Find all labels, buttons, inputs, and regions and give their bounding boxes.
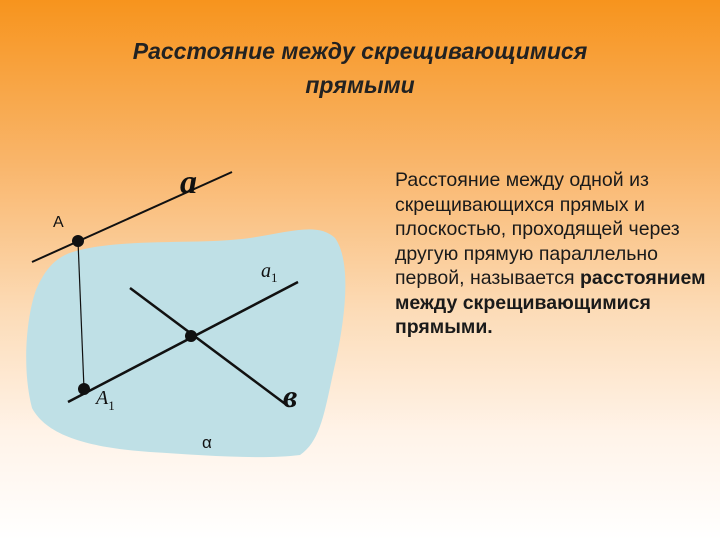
label-line-a: a bbox=[180, 164, 197, 201]
plane-alpha bbox=[26, 229, 345, 457]
label-point-A: А bbox=[53, 214, 64, 231]
title-line-1: Расстояние между скрещивающимися bbox=[132, 38, 588, 64]
definition-bold: расстоянием между скрещивающимися прямыми. bbox=[395, 267, 706, 338]
label-plane-alpha: α bbox=[202, 433, 212, 452]
point-A1 bbox=[78, 383, 90, 395]
definition-plain: Расстояние между одной из скрещивающихся прямых и плоскостью, проходящей через другую прямую параллельно первой, называется bbox=[395, 169, 680, 289]
label-point-A1-sub: 1 bbox=[108, 398, 115, 413]
title-line-2: прямыми bbox=[305, 72, 415, 98]
definition-text bbox=[395, 168, 715, 340]
label-line-a1-sub: 1 bbox=[271, 270, 278, 285]
point-intersection bbox=[185, 330, 197, 342]
label-point-A1-main: A bbox=[96, 387, 109, 409]
label-line-a1-main: a bbox=[261, 260, 271, 282]
label-line-b: в bbox=[283, 378, 298, 414]
point-A bbox=[72, 235, 84, 247]
